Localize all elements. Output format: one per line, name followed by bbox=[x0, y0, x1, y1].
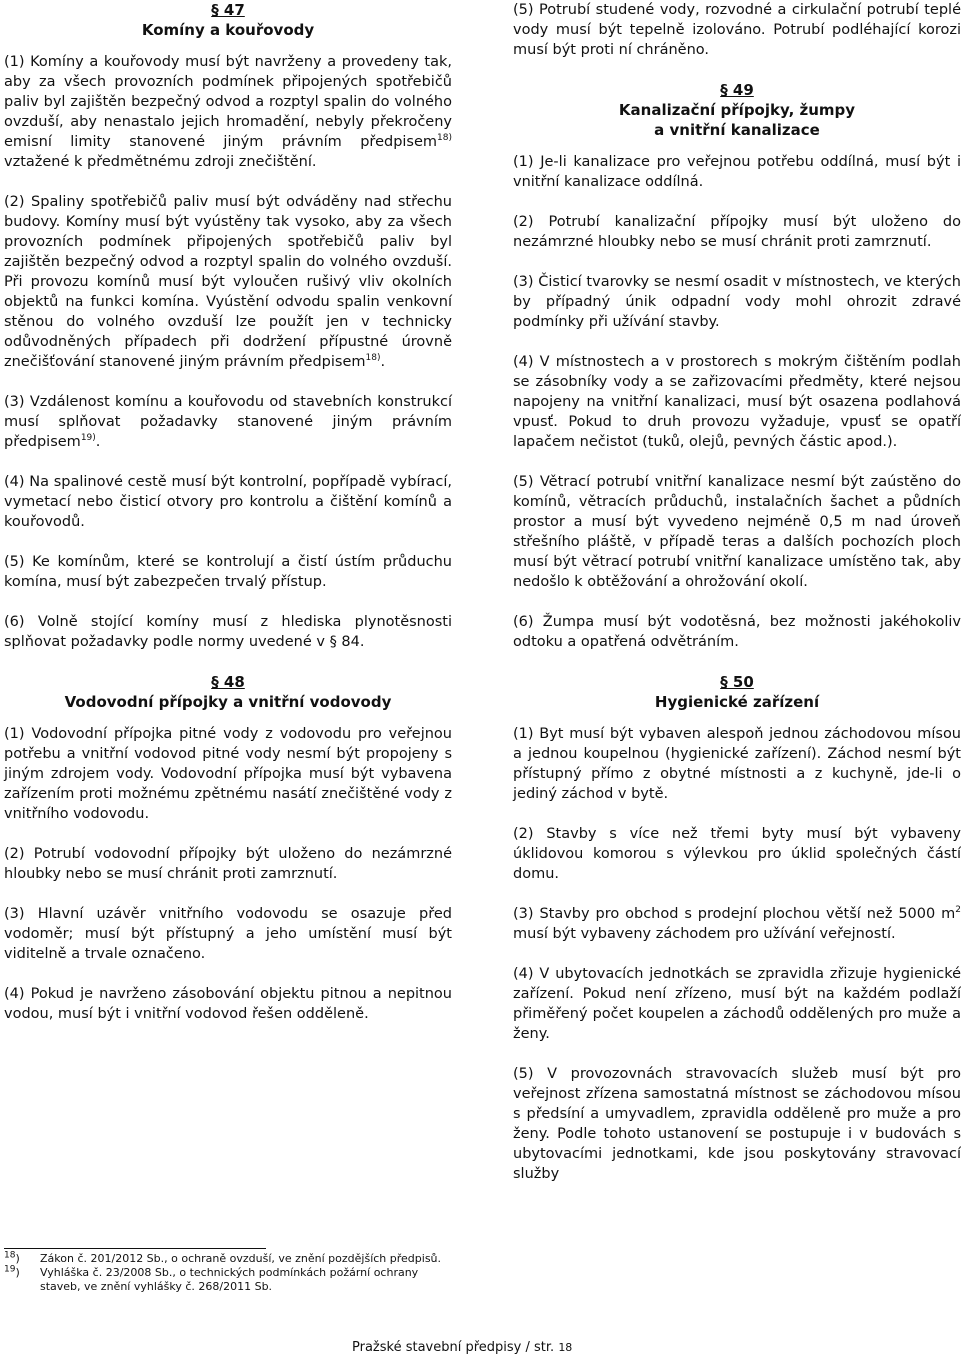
superscript: 2 bbox=[955, 905, 961, 916]
footnotes bbox=[4, 1252, 454, 1294]
section-title: a vnitřní kanalizace bbox=[654, 121, 820, 139]
paragraph: (6) Volně stojící komíny musí z hlediska plynotěsnosti splňovat požadavky podle normy uvedené v § 84. bbox=[4, 614, 452, 650]
paragraph: (4) Na spalinové cestě musí být kontrolní, popřípadě vybírací, vymetací nebo čisticí otvory pro kontrolu a čištění komínů a kouřovodů. bbox=[4, 474, 452, 530]
section-title: Kanalizační přípojky, žumpy bbox=[618, 101, 856, 119]
paragraph: (3) Vzdálenost komínu a kouřovodu od stavebních konstrukcí musí splňovat požadavky stanovené jiným právním předpisem$^{19)}$. bbox=[4, 394, 452, 450]
section-title: Hygienické zařízení bbox=[654, 693, 820, 711]
section-number: § 48 bbox=[211, 673, 245, 691]
page-number: 18 bbox=[558, 1341, 573, 1354]
paragraph: (3) Stavby pro obchod s prodejní plochou větší než 5000 $m^2$ musí být vybaveny záchodem pro užívání veřejností. bbox=[513, 905, 961, 942]
section-47-heading bbox=[4, 0, 452, 40]
paragraph: (4) Pokud je navrženo zásobování objektu pitnou a nepitnou vodou, musí být i vnitřní vodovod řešen odděleně. bbox=[4, 986, 452, 1022]
section-49-heading bbox=[513, 80, 961, 140]
paragraph: (2) Spaliny spotřebičů paliv musí být odváděny nad střechu budovy. Komíny musí být vyústěny tak vysoko, aby za všech provozních podmínek připojených spotřebičů paliv byl zajištěn bezpečný odvod a rozptyl spalin do volného ovzduší. Při provozu komínů musí být vyloučen rušivý vliv okolních objektů na funkci komína. Vyústění odvodu spalin venkovní stěnou do volného ovzduší lze použít jen v technicky odůvodněných případech při dodržení přípustné úrovně znečišťování stanovené jiným právním předpisem$^{18)}$. bbox=[4, 194, 452, 370]
section-title: Komíny a kouřovody bbox=[141, 21, 315, 39]
paragraph: (2) Potrubí kanalizační přípojky musí být uloženo do nezámrzné hloubky nebo se musí chránit proti zamrznutí. bbox=[513, 214, 961, 250]
section-number: § 47 bbox=[211, 1, 245, 19]
paragraph: (4) V místnostech a v prostorech s mokrým čištěním podlah se zásobníky vody a se zařizovacími předměty, které nejsou napojeny na vnitřní kanalizaci, musí být osazena podlahová vpusť. Pokud to druh provozu vyžaduje, vpusť se opatří lapačem nečistot (tuků, olejů, pevných částic apod.). bbox=[513, 354, 961, 450]
paragraph: (1) Je-li kanalizace pro veřejnou potřebu oddílná, musí být i vnitřní kanalizace oddílná. bbox=[513, 154, 961, 190]
paragraph: (5) Ke komínům, které se kontrolují a čistí ústím průduchu komína, musí být zabezpečen trvalý přístup. bbox=[4, 554, 452, 590]
right-column bbox=[513, 0, 961, 1204]
section-number: § 50 bbox=[720, 673, 754, 691]
paragraph: (4) V ubytovacích jednotkách se zpravidla zřizuje hygienické zařízení. Pokud není zřízeno, musí být na každém podlaží přiměřený počet koupelen a záchodů oddělených pro muže a ženy. bbox=[513, 966, 961, 1042]
paragraph: (5) Potrubí studené vody, rozvodné a cirkulační potrubí teplé vody musí být tepelně izolováno. Potrubí podléhající korozi musí být proti ní chráněno. bbox=[513, 2, 961, 58]
paragraph: (5) V provozovnách stravovacích služeb musí být pro veřejnost zřízena samostatná místnost se záchodovou mísou s předsíní a umyvadlem, zpravidla odděleně pro muže a pro ženy. Podle tohoto ustanovení se postupuje i v budovách s ubytovacími jednotkami, kde jsou poskytovány stravovací služby bbox=[513, 1066, 961, 1182]
footnote-ref: 18) bbox=[365, 353, 381, 364]
paragraph: (1) Byt musí být vybaven alespoň jednou záchodovou mísou a jednou koupelnou (hygienické zařízení). Záchod nesmí být přístupný přímo z obytné místnosti a z kuchyně, jde-li o jediný záchod v bytě. bbox=[513, 726, 961, 802]
left-column bbox=[4, 0, 452, 1044]
page-footer bbox=[352, 1340, 572, 1356]
footnote: $^{18}$) Zákon č. 201/2012 Sb., o ochraně ovzduší, ve znění pozdějších předpisů. bbox=[4, 1250, 442, 1265]
paragraph: (6) Žumpa musí být vodotěsná, bez možnosti jakéhokoliv odtoku a opatřená odvětráním. bbox=[513, 614, 961, 650]
section-50-heading bbox=[513, 672, 961, 712]
paragraph: (1) Vodovodní přípojka pitné vody z vodovodu pro veřejnou potřebu a vnitřní vodovod pitné vody nesmí být propojeny s jiným zdrojem vody. Vodovodní přípojka musí být vybavena zařízením proti možnému zpětnému nasátí znečištěné vody z vnitřního vodovodu. bbox=[4, 726, 452, 822]
paragraph: (2) Stavby s více než třemi byty musí být vybaveny úklidovou komorou s výlevkou pro úklid společných částí domu. bbox=[513, 826, 961, 882]
paragraph: (1) Komíny a kouřovody musí být navrženy a provedeny tak, aby za všech provozních podmínek připojených spotřebičů paliv byl zajištěn bezpečný odvod a rozptyl spalin do volného ovzduší, aby nenastalo jejich hromadění, nebyly překročeny emisní limity stanovené jiným právním předpisem$^{18)}$ vztažené k předmětnému zdroji znečištění. bbox=[4, 54, 452, 170]
footnote-separator bbox=[4, 1248, 266, 1249]
paragraph: (5) Větrací potrubí vnitřní kanalizace nesmí být zaústěno do komínů, větracích průduchů, instalačních šachet a půdních prostor a musí být vyvedeno nejméně 0,5 m nad úroveň střešního pláště, v případě teras a dalších pochozích ploch musí být větrací potrubí vnitřní kanalizace umístěno tak, aby nedošlo k obtěžování a ohrožování okolí. bbox=[513, 474, 961, 590]
section-48-heading bbox=[4, 672, 452, 712]
section-number: § 49 bbox=[720, 81, 754, 99]
footnote-ref: 19) bbox=[80, 433, 96, 444]
paragraph: (3) Čisticí tvarovky se nesmí osadit v místnostech, ve kterých by případný únik odpadní vody mohl ohrozit zdravé podmínky při užívání stavby. bbox=[513, 274, 961, 330]
footer-text: Pražské stavební předpisy / str. bbox=[352, 1340, 555, 1355]
paragraph: (2) Potrubí vodovodní přípojky být uloženo do nezámrzné hloubky nebo se musí chránit proti zamrznutí. bbox=[4, 846, 452, 882]
footnote: $^{19}$) Vyhláška č. 23/2008 Sb., o technických podmínkách požární ochrany staveb, ve znění vyhlášky č. 268/2011 Sb. bbox=[4, 1264, 419, 1293]
paragraph: (3) Hlavní uzávěr vnitřního vodovodu se osazuje před vodoměr; musí být přístupný a jeho umístění musí být viditelně a trvale označeno. bbox=[4, 906, 452, 962]
footnote-ref: 18) bbox=[437, 133, 452, 144]
section-title: Vodovodní přípojky a vnitřní vodovody bbox=[64, 693, 392, 711]
